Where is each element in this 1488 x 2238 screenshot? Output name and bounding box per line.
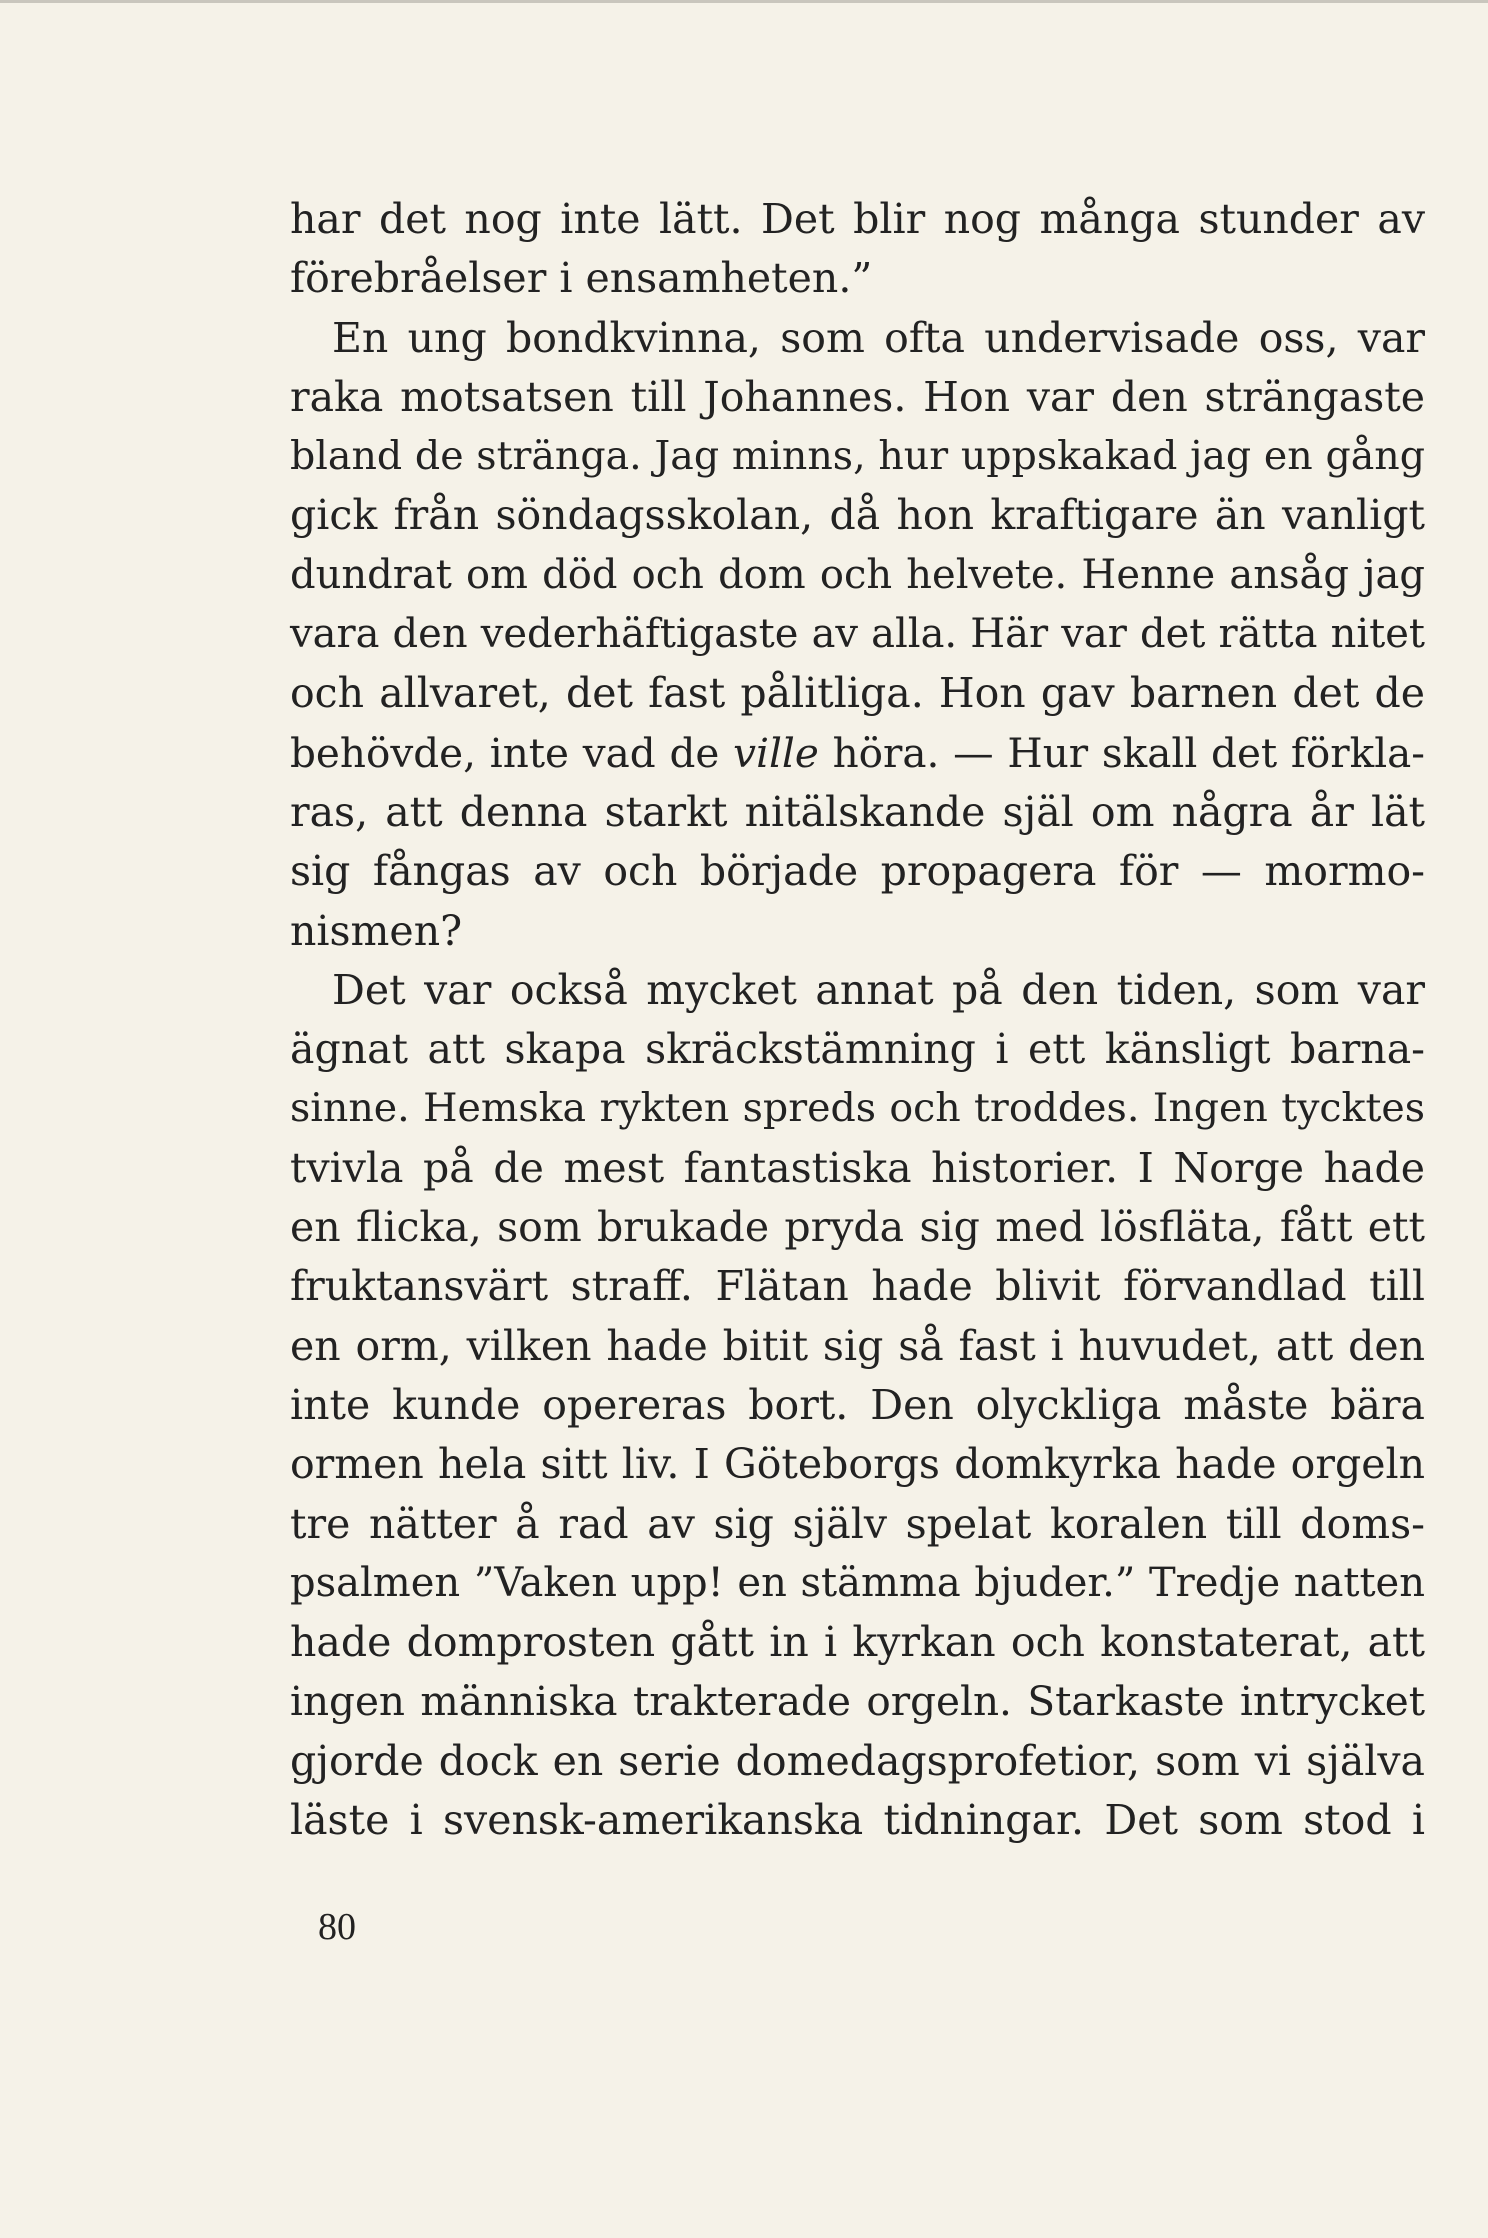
text-line: vara den vederhäftigaste av alla. Här var det rätta nitet (290, 611, 1425, 658)
text-line: en orm, vilken hade bitit sig så fast i huvudet, att den (290, 1321, 1425, 1370)
page-top-edge (0, 0, 1488, 3)
text-line: Det var också mycket annat på den tiden, som var (332, 965, 1425, 1014)
text-line: fruktansvärt straff. Flätan hade blivit förvandlad till (290, 1262, 1425, 1311)
text-line: ras, att denna starkt nitälskande själ om några år lät (290, 787, 1425, 836)
text-line: ingen människa trakterade orgeln. Starkaste intrycket (290, 1677, 1425, 1726)
text-line: inte kunde opereras bort. Den olyckliga måste bära (290, 1380, 1425, 1429)
text-line: En ung bondkvinna, som ofta undervisade oss, var (332, 313, 1425, 362)
text-line: gjorde dock en serie domedagsprofetior, som vi själva (290, 1736, 1425, 1785)
text-line: och allvaret, det fast pålitliga. Hon gav barnen det de (290, 669, 1425, 718)
text-line: har det nog inte lätt. Det blir nog många stunder av (290, 195, 1425, 243)
text-line: sig fångas av och började propagera för — mormo- (290, 847, 1425, 896)
text-line: nismen? (290, 906, 463, 955)
text-line: läste i svensk-amerikanska tidningar. Det som stod i (290, 1796, 1425, 1845)
text-line: raka motsatsen till Johannes. Hon var den strängaste (290, 372, 1425, 421)
text-line: sinne. Hemska rykten spreds och troddes. Ingen tycktes (290, 1085, 1425, 1132)
emphasis-word: ville (733, 728, 819, 777)
text-line: tvivla på de mest fantastiska historier. I Norge hade (290, 1143, 1425, 1192)
text-line: hade domprosten gått in i kyrkan och konstaterat, att (290, 1618, 1425, 1667)
text-line: ägnat att skapa skräckstämning i ett känsligt barna- (290, 1025, 1425, 1074)
text-line (290, 724, 1425, 783)
text-span: behövde, inte vad de (290, 728, 734, 777)
body-text (290, 190, 1425, 1850)
text-line: gick från söndagsskolan, då hon kraftigare än vanligt (290, 491, 1425, 540)
text-span: höra. — Hur skall det förkla- (818, 728, 1425, 777)
page-number: 80 (318, 1906, 356, 1948)
text-line: en flicka, som brukade pryda sig med lösfläta, fått ett (290, 1203, 1425, 1252)
text-line: psalmen ”Vaken upp! en stämma bjuder.” Tredje natten (290, 1559, 1425, 1606)
text-line: förebråelser i ensamheten.” (290, 254, 873, 303)
text-line: dundrat om död och dom och helvete. Henne ansåg jag (290, 551, 1425, 598)
text-line: bland de stränga. Jag minns, hur uppskakad jag en gång (290, 433, 1425, 480)
text-line: ormen hela sitt liv. I Göteborgs domkyrka hade orgeln (290, 1440, 1425, 1489)
text-line: tre nätter å rad av sig själv spelat koralen till doms- (290, 1499, 1425, 1548)
